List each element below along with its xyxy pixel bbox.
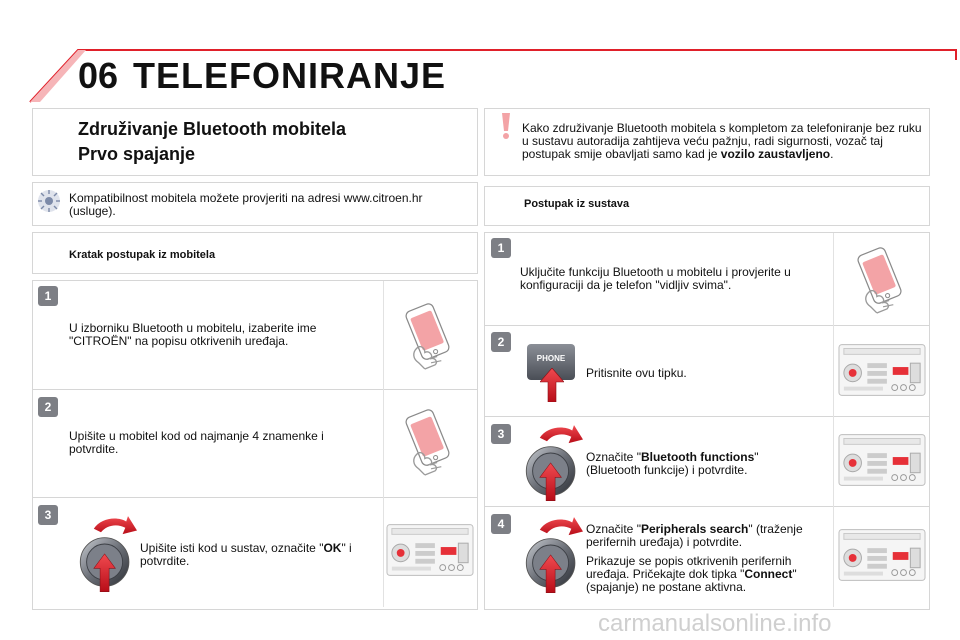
chapter-number: 06	[78, 55, 119, 96]
right-step-3-badge: 3	[491, 424, 511, 444]
warning-text-main: Kako združivanje Bluetooth mobitela s kompletom za telefoniranje bez ruku u sustavu autoradija zahtijeva veću pažnju, radi sigurnosti, vozač taj postupak smije obavljati samo kad je	[522, 121, 922, 161]
right-divider-1	[485, 325, 929, 326]
phone-button-label: PHONE	[536, 354, 566, 363]
radio-panel-icon	[838, 343, 926, 397]
peripherals-search-label: Peripherals search	[640, 522, 749, 536]
left-step-1-text: U izborniku Bluetooth u mobitelu, izaberite ime "CITROËN" na popisu otkrivenih uređaja.	[69, 321, 317, 348]
right-step-1-text: Uključite funkciju Bluetooth u mobitelu i provjerite u konfiguraciji da je telefon "vidljiv svima".	[520, 265, 791, 292]
right-step-4-text-end: " (traženje perifernih uređaja) i potvrdite.	[586, 522, 803, 549]
right-step-4-text2-start: Prikazuje se popis otkrivenih perifernih uređaja. Pričekajte dok tipka "	[586, 554, 792, 581]
warning-text-end: .	[830, 147, 834, 161]
left-step-3-text-start: Upišite isti kod u sustav, označite "	[140, 541, 324, 555]
radio-panel-icon	[838, 528, 926, 582]
intro-title-line2: Prvo spajanje	[78, 144, 196, 164]
left-step-2-text: Upišite u mobitel kod od najmanje 4 znamenke i potvrdite.	[69, 429, 324, 456]
connect-label: Connect	[744, 567, 793, 581]
left-divider-1	[33, 389, 477, 390]
knob-rotate-press-icon	[520, 512, 592, 596]
info-light-icon	[36, 186, 62, 216]
left-divider-2	[33, 497, 477, 498]
right-step-4-text2	[586, 555, 816, 594]
right-step-4-badge: 4	[491, 514, 511, 534]
bluetooth-functions-label: Bluetooth functions	[640, 450, 755, 464]
phone-in-hand-icon	[846, 243, 918, 315]
left-step-1-badge: 1	[38, 286, 58, 306]
right-step-3-text	[586, 451, 816, 477]
right-step-2-badge: 2	[491, 332, 511, 352]
right-step-4-text-start: Označite "	[586, 522, 641, 536]
right-step-4-text	[586, 523, 816, 549]
ok-label: OK	[323, 541, 342, 555]
left-step-2-badge: 2	[38, 397, 58, 417]
intro-title-line1: Združivanje Bluetooth mobitela	[78, 119, 347, 139]
warning-text	[522, 122, 922, 161]
left-section-heading: Kratak postupak iz mobitela	[69, 249, 216, 261]
right-step-3-text-start: Označite "	[586, 450, 641, 464]
left-step-3-badge: 3	[38, 505, 58, 525]
phone-in-hand-icon	[394, 405, 466, 477]
knob-rotate-press-icon	[74, 511, 146, 595]
warning-text-bold: vozilo zaustavljeno	[720, 147, 831, 161]
right-step-3-text-end: " (Bluetooth funkcije) i potvrdite.	[586, 450, 759, 477]
phone-in-hand-icon	[394, 299, 466, 371]
left-step-3-text-end: " i potvrdite.	[140, 541, 352, 568]
page-title: TELEFONIRANJE	[133, 55, 447, 96]
press-arrow-icon	[540, 368, 564, 402]
right-divider-2	[485, 416, 929, 417]
radio-panel-icon	[386, 523, 474, 577]
radio-panel-icon	[838, 433, 926, 487]
right-step-4-text2-end: " (spajanje) ne postane aktivna.	[586, 567, 797, 594]
right-step-2-text: Pritisnite ovu tipku.	[586, 366, 687, 380]
right-section-heading: Postupak iz sustava	[524, 198, 630, 210]
info-text: Kompatibilnost mobitela možete provjeriti na adresi www.citroen.hr (usluge).	[69, 191, 423, 218]
left-step-3-text	[140, 542, 370, 568]
knob-rotate-press-icon	[520, 420, 592, 504]
right-divider-3	[485, 506, 929, 507]
left-image-column	[383, 281, 384, 607]
warning-icon	[494, 111, 518, 141]
right-step-1-badge: 1	[491, 238, 511, 258]
right-image-column	[833, 233, 834, 607]
watermark: carmanualsonline.info	[598, 610, 832, 637]
